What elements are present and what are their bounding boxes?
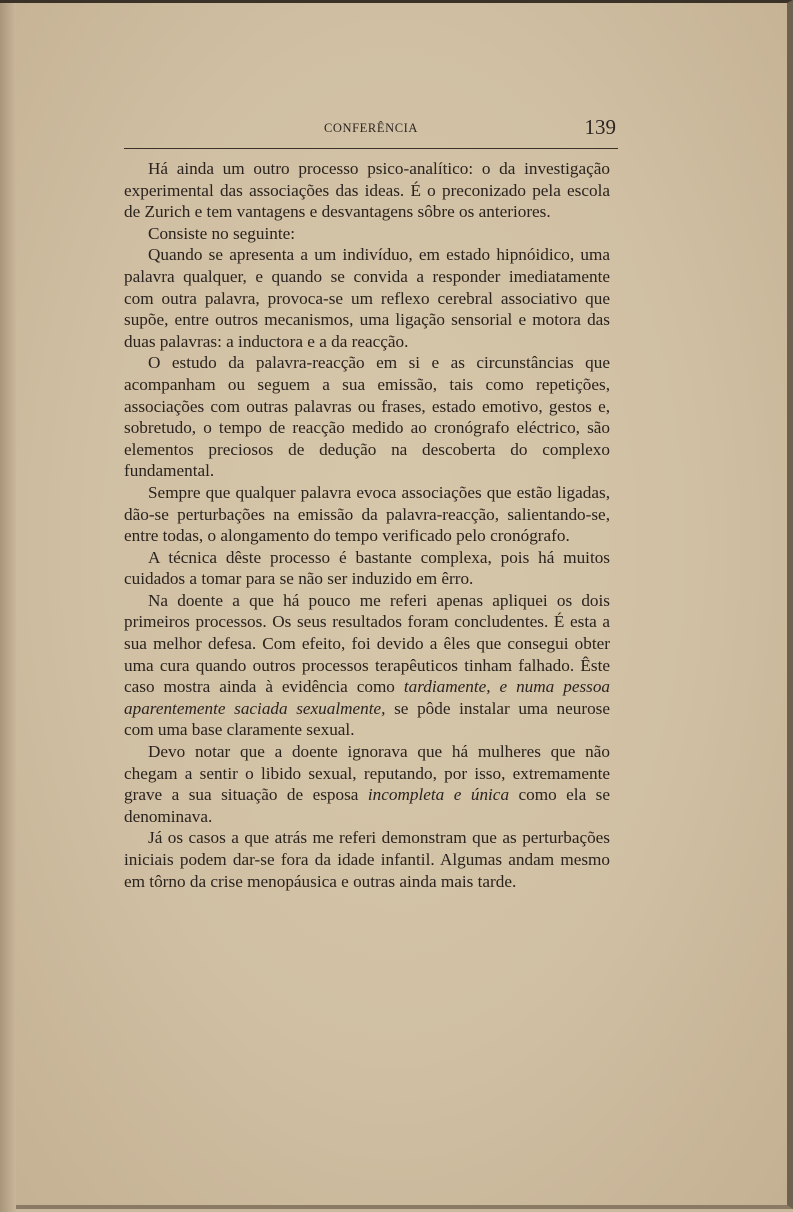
paragraph: Há ainda um outro processo psico-analítico: o da investigação experimental das associações das ideas. É o preconizado pela escola de Zurich e tem vantagens e desvantagens sôbre os anteriores.	[124, 159, 610, 222]
running-head: CONFERÊNCIA	[323, 121, 419, 135]
page-number: 139	[584, 115, 616, 139]
body-text	[124, 158, 610, 892]
paragraph: A técnica dêste processo é bastante complexa, pois há muitos cuidados a tomar para se não ser induzido em êrro.	[124, 547, 610, 589]
paragraph: O estudo da palavra-reacção em si e as circunstâncias que acompanham ou seguem a sua emissão, tais como repetições, associações com outras palavras ou frases, estado emotivo, gestos e, sobretudo, o tempo de reacção medido ao cronógrafo eléctrico, são elementos preciosos de dedução na descoberta do complexo fundamental.	[124, 353, 610, 481]
header-rule	[124, 148, 618, 149]
page-header	[124, 117, 618, 147]
paragraph: Consiste no seguinte:	[148, 223, 296, 243]
paragraph	[124, 590, 610, 741]
paragraph	[124, 741, 610, 827]
page-edge-shadow	[0, 3, 16, 1212]
paragraph: Quando se apresenta a um indivíduo, em estado hipnóidico, uma palavra qualquer, e quando se convida a responder imediatamente com outra palavra, provoca-se um reflexo cerebral associativo que supõe, entre outros mecanismos, uma ligação sensorial e motora das duas palavras: a inductora e a da reacção.	[124, 245, 610, 351]
italic-text-run: tardiamente, e numa pessoa aparentemente saciada sexualmente,	[124, 677, 611, 718]
text-run: se pôde instalar uma neurose com uma base claramente sexual.	[124, 698, 611, 740]
paragraph: Já os casos a que atrás me referi demonstram que as perturbações iniciais podem dar-se fora da idade infantil. Algumas andam mesmo em tôrno da crise menopáusica e outras ainda mais tarde.	[124, 828, 610, 891]
text-run: Na doente a que há pouco me referi apenas apliquei os dois primeiros processos. Os seus resultados foram concludentes. É esta a sua melhor defesa. Com efeito, foi devido a êles que consegui obter uma cura quando outros processos terapêuticos tinham falhado. Êste caso mostra ainda à evidência como	[124, 590, 610, 697]
italic-text-run: incompleta e única	[367, 785, 510, 805]
text-run: como ela se denominava.	[124, 785, 610, 826]
text-run: Devo notar que a doente ignorava que há mulheres que não chegam a sentir o libido sexual, reputando, por isso, extremamente grave a sua situação de esposa	[124, 742, 610, 805]
paragraph: Sempre que qualquer palavra evoca associações que estão ligadas, dão-se perturbações na emissão da palavra-reacção, salientando-se, entre todas, o alongamento do tempo verificado pelo cronógrafo.	[124, 482, 610, 546]
